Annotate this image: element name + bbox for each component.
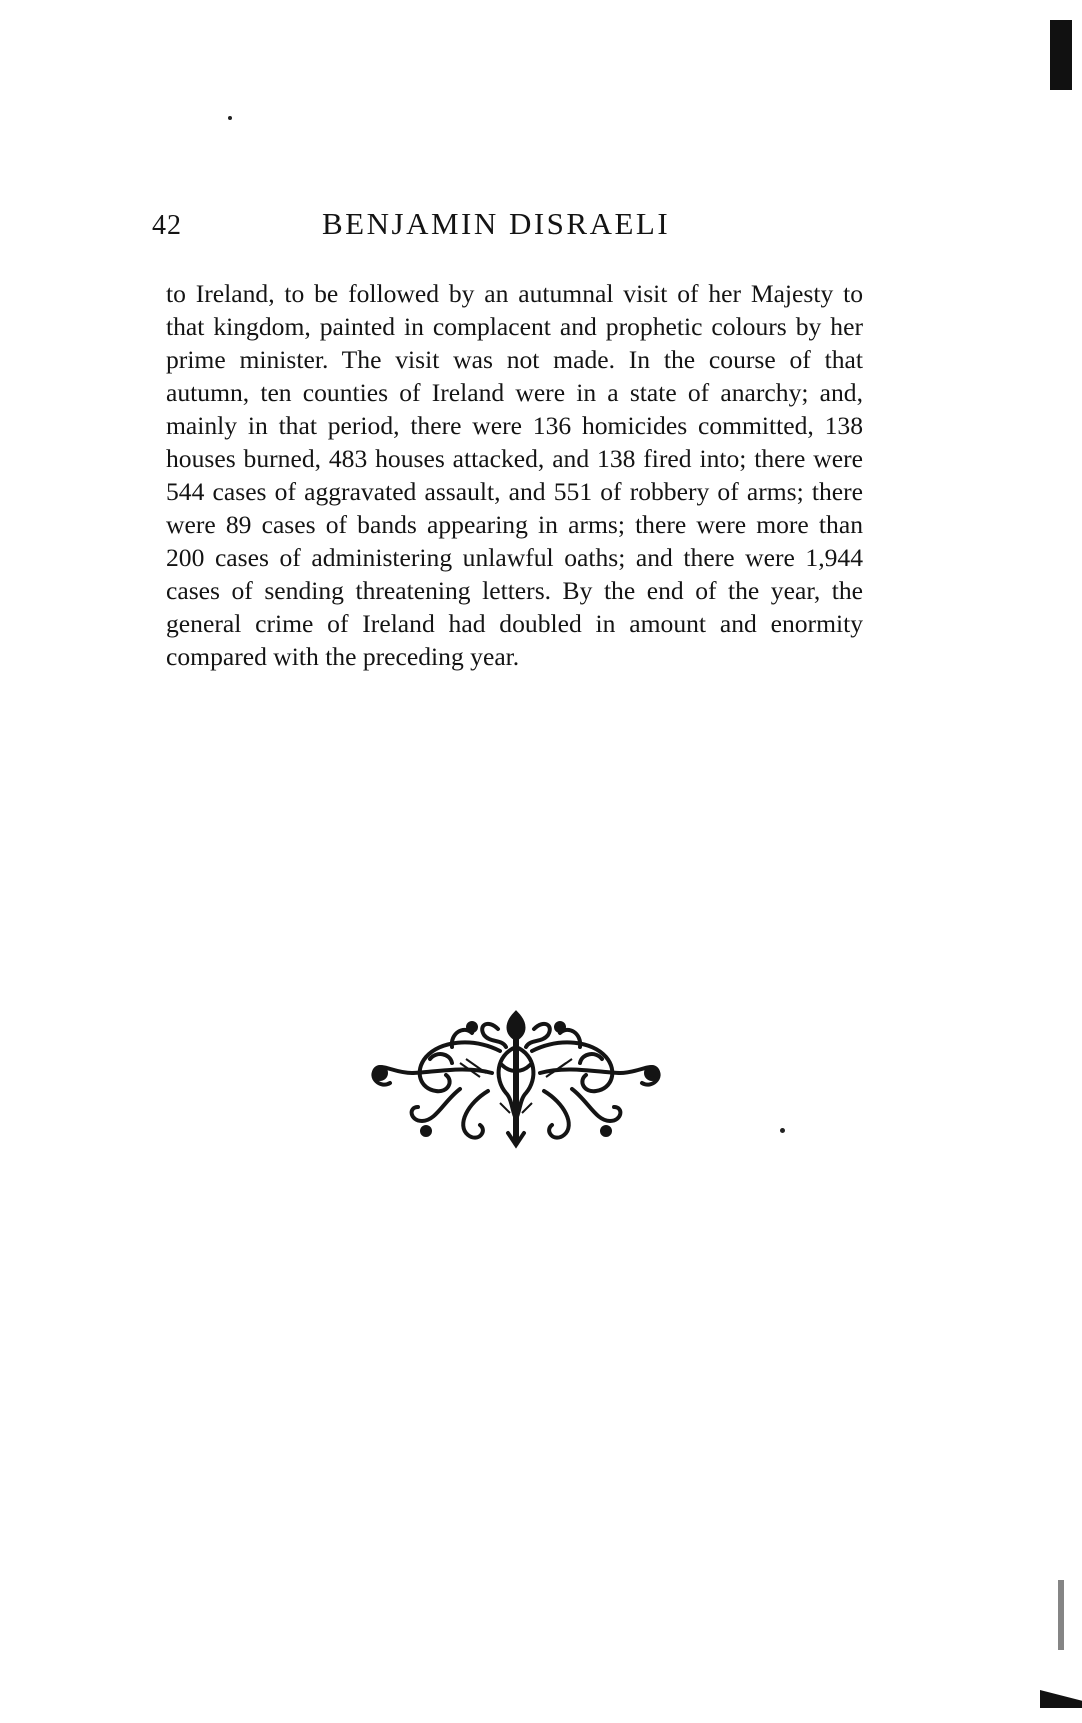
scan-mark (1050, 20, 1072, 90)
scan-mark (1040, 1690, 1082, 1708)
body-paragraph: to Ireland, to be followed by an autumnal visit of her Majesty to that kingdom, painted in complacent and prophetic colours by her prime minister. The visit was not made. In the course of that autumn, ten counties of Ireland were in a state of anarchy; and, mainly in that period, there were 136 homicides committed, 138 houses burned, 483 houses attacked, and 138 fired into; there were 544 cases of aggravated assault, and 551 of robbery of arms; there were 89 cases of bands appearing in arms; there were more than 200 cases of administering unlawful oaths; and there were 1,944 cases of sending threatening letters. By the end of the year, the general crime of Ireland had doubled in amount and enormity compared with the preceding year. (166, 279, 863, 671)
scan-mark (1058, 1580, 1064, 1650)
scan-edge-marks (1022, 0, 1082, 1723)
running-head (152, 206, 712, 246)
book-title: BENJAMIN DISRAELI (322, 206, 671, 241)
page-number: 42 (152, 210, 182, 241)
scan-speck (780, 1128, 785, 1133)
scan-speck (228, 116, 232, 120)
tailpiece-ornament-icon (360, 1003, 672, 1153)
